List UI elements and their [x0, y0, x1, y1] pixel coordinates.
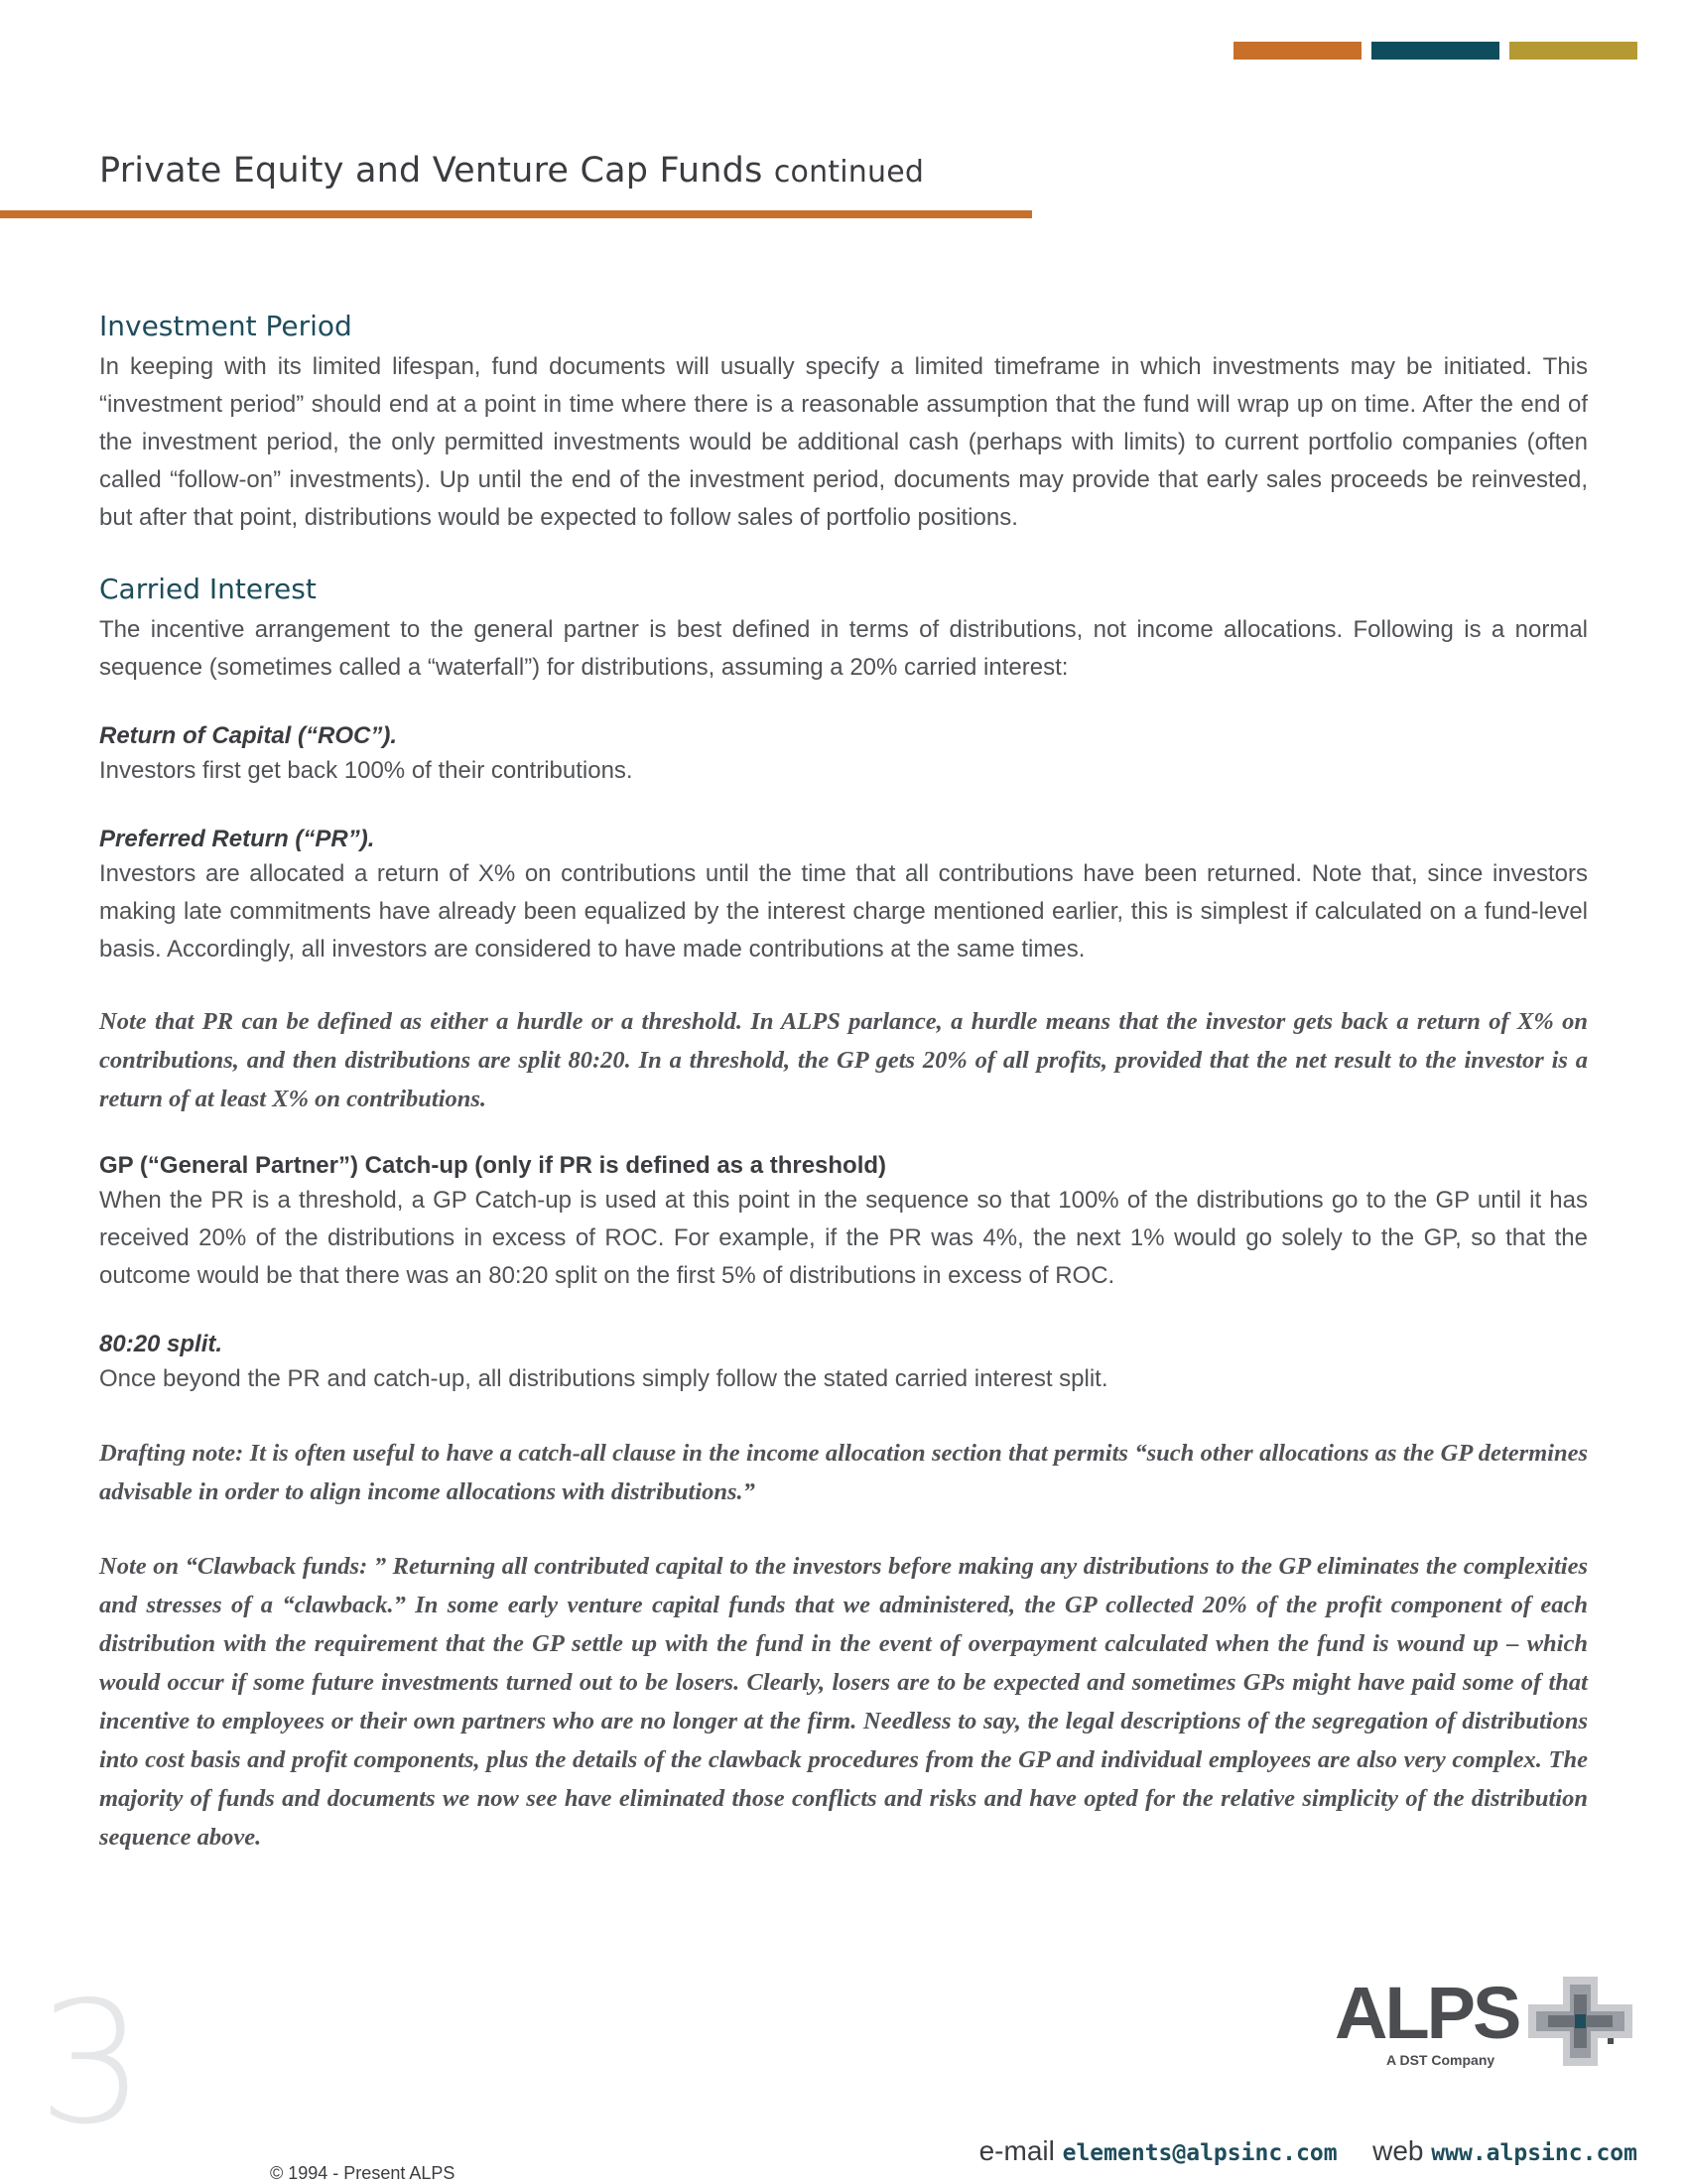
heading-catchup: GP (“General Partner”) Catch-up (only if PR is defined as a threshold) — [99, 1152, 887, 1179]
section-investment-period — [99, 310, 1588, 537]
heading-investment-period: Investment Period — [99, 310, 352, 342]
olive-bar — [1509, 42, 1637, 60]
footer-contact — [979, 2135, 1637, 2167]
body-split: Once beyond the PR and catch-up, all distributions simply follow the stated carried interest split. — [99, 1365, 1108, 1392]
alps-logo — [1335, 1972, 1632, 2068]
heading-pr: Preferred Return (“PR”). — [99, 826, 375, 852]
copyright: © 1994 - Present ALPS — [270, 2163, 455, 2183]
section-catchup — [99, 1152, 1588, 1295]
email-link[interactable]: elements@alpsinc.com — [1062, 2140, 1338, 2166]
heading-split: 80:20 split. — [99, 1331, 223, 1357]
body-investment-period: In keeping with its limited lifespan, fund documents will usually specify a limited timeframe in which investments may be initiated. This “investment period” should end at a point in time where there is a reasonable assumption that the fund will wrap up on time. After the end of the investment period, the only permitted investments would be additional cash (perhaps with limits) to current portfolio companies (often called “follow-on” investments). Up until the end of the investment period, documents may provide that early sales proceeds be reinvested, but after that point, distributions would be expected to follow sales of portfolio positions. — [99, 353, 1588, 531]
drafting-note: Drafting note: It is often useful to have a catch-all clause in the income allocation section that permits “such other allocations as the GP determines advisable in order to align income allocations with distributions.” — [99, 1440, 1588, 1505]
section-roc — [99, 722, 1588, 790]
title-rule — [0, 210, 1032, 218]
logo-subtext: A DST Company — [1386, 2052, 1495, 2068]
body-catchup: When the PR is a threshold, a GP Catch-up is used at this point in the sequence so that 100% of the distributions go to the GP until it has received 20% of the distributions in excess of ROC. For example, if the PR was 4%, the next 1% would go solely to the GP, so that the outcome would be that there was an 80:20 split on the first 5% of distributions in excess of ROC. — [99, 1187, 1588, 1289]
section-carried-interest — [99, 573, 1588, 687]
web-label: web — [1372, 2135, 1424, 2166]
body-pr: Investors are allocated a return of X% on contributions until the time that all contributions have been returned. Note that, since investors making late commitments have already been equalized by the interest charge mentioned earlier, this is simplest if calculated on a fund-level basis. Accordingly, all investors are considered to have made contributions at the same times. — [99, 860, 1588, 963]
page-title-suffix: continued — [773, 155, 925, 190]
body-carried-interest: The incentive arrangement to the general partner is best defined in terms of distributions, not income allocations. Following is a normal sequence (sometimes called a “waterfall”) for distributions, assuming a 20% carried interest: — [99, 616, 1588, 681]
page-title — [99, 151, 924, 191]
web-link[interactable]: www.alpsinc.com — [1431, 2140, 1637, 2166]
clawback-note: Note on “Clawback funds: ” Returning all contributed capital to the investors before making any distributions to the GP eliminates the complexities and stresses of a “clawback.” In some early venture capital funds that we administered, the GP collected 20% of the profit component of each distribution with the requirement that the GP settle up with the fund in the event of overpayment calculated when the fund is wound up – which would occur if some future investments turned out to be losers. Clearly, losers are to be expected and sometimes GPs might have paid some of that incentive to employees or their own partners who are no longer at the firm. Needless to say, the legal descriptions of the segregation of distributions into cost basis and profit components, plus the details of the clawback procedures from the GP and individual employees are also very complex. The majority of funds and documents we now see have eliminated those conflicts and risks and have opted for the relative simplicity of the distribution sequence above. — [99, 1553, 1588, 1851]
teal-bar — [1371, 42, 1499, 60]
note-pr-hurdle-threshold: Note that PR can be defined as either a hurdle or a threshold. In ALPS parlance, a hurdle means that the investor gets back a return of X% on contributions, and then distributions are split 80:20. In a threshold, the GP gets 20% of all profits, provided that the net result to the investor is a return of at least X% on contributions. — [99, 1008, 1588, 1112]
logo-cross-icon — [1528, 1977, 1632, 2066]
section-split — [99, 1331, 1588, 1398]
decorative-color-bars — [1233, 42, 1637, 60]
orange-bar — [1233, 42, 1362, 60]
section-pr — [99, 826, 1588, 968]
email-label: e-mail — [978, 2135, 1055, 2166]
page-title-main: Private Equity and Venture Cap Funds — [99, 151, 763, 191]
page-number: 3 — [38, 1966, 146, 2162]
heading-carried-interest: Carried Interest — [99, 573, 317, 605]
body-roc: Investors first get back 100% of their contributions. — [99, 757, 633, 784]
document-body — [99, 310, 1588, 1857]
heading-roc: Return of Capital (“ROC”). — [99, 722, 397, 749]
logo-wordmark: ALPS — [1335, 1972, 1519, 2054]
